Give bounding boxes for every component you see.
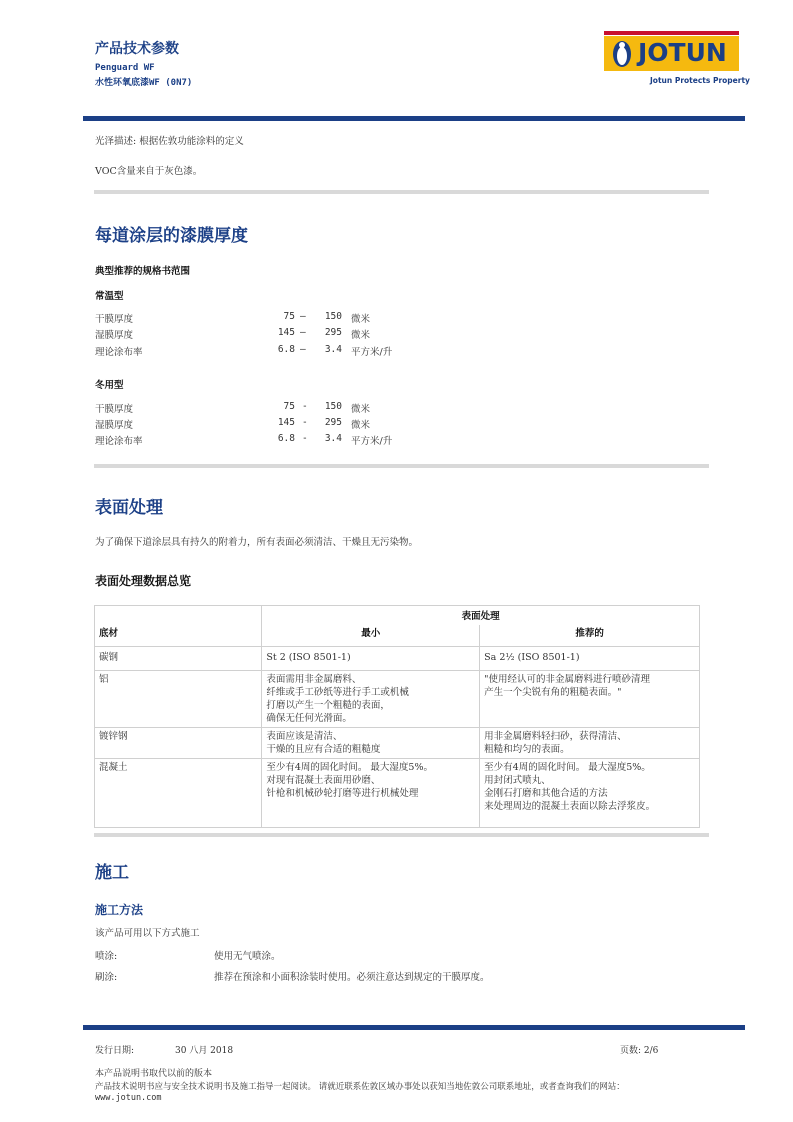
- gloss-note: 光泽描述: 根据佐敦功能涂料的定义: [95, 136, 244, 147]
- min-cell: St 2 (ISO 8501-1): [262, 647, 480, 671]
- advice-note: 产品技术说明书应与安全技术说明书及施工指导一起阅读。 请就近联系佐敦区域办事处以获知当地佐敦公司联系地址，或者查询我们的网站：: [95, 1082, 625, 1092]
- footer-rule: [83, 1025, 745, 1030]
- row-min: 6.8: [277, 433, 295, 444]
- issue-date: 30 八月 2018: [175, 1046, 234, 1056]
- row-unit: 微米: [351, 330, 371, 341]
- col-header-rec: 推荐的: [480, 625, 700, 647]
- website-link[interactable]: www.jotun.com: [95, 1093, 162, 1103]
- row-dash: –: [300, 327, 306, 338]
- row-label: 湿膜厚度: [95, 420, 134, 431]
- row-label: 干膜厚度: [95, 314, 134, 325]
- surface-prep-table: [94, 605, 700, 828]
- substrate-cell: 镀锌钢: [95, 728, 262, 759]
- rec-cell: "使用经认可的非金属磨料进行喷砂清理 产生一个尖锐有角的粗糙表面。": [480, 671, 700, 728]
- row-min: 145: [277, 327, 295, 338]
- col-header-substrate: 底材: [95, 625, 262, 647]
- rec-cell: 用非金属磨料轻扫砂，获得清洁、 粗糙和均匀的表面。: [480, 728, 700, 759]
- row-dash: -: [302, 417, 308, 428]
- table-row: [95, 671, 700, 728]
- row-dash: –: [300, 344, 306, 355]
- row-min: 6.8: [277, 344, 295, 355]
- row-label: 理论涂布率: [95, 436, 143, 447]
- table-row: [95, 759, 700, 828]
- logo-figure-icon: [610, 39, 634, 69]
- substrate-cell: 碳钢: [95, 647, 262, 671]
- group-title-winter: 冬用型: [95, 380, 124, 391]
- table-row: [95, 647, 700, 671]
- application-heading: 施工: [95, 863, 129, 883]
- row-max: 150: [324, 401, 342, 412]
- surface-heading: 表面处理: [95, 498, 163, 518]
- row-label: 干膜厚度: [95, 404, 134, 415]
- jotun-logo: [604, 31, 739, 71]
- row-dash: -: [302, 401, 308, 412]
- product-name: Penguard WF: [95, 63, 155, 73]
- row-dash: -: [302, 433, 308, 444]
- section-divider: [94, 464, 709, 468]
- substrate-cell: 混凝土: [95, 759, 262, 828]
- method-label-brush: 刷涂:: [95, 972, 118, 983]
- row-min: 75: [283, 401, 295, 412]
- surface-intro: 为了确保下道涂层具有持久的附着力，所有表面必须清洁、干燥且无污染物。: [95, 537, 419, 548]
- logo-tagline: Jotun Protects Property: [650, 76, 750, 85]
- rec-cell: Sa 2½ (ISO 8501-1): [480, 647, 700, 671]
- voc-note: VOC含量来自于灰色漆。: [95, 166, 203, 177]
- row-dash: –: [300, 311, 306, 322]
- row-max: 295: [324, 327, 342, 338]
- table-header-group-row: [95, 606, 700, 626]
- spec-range-label: 典型推荐的规格书范围: [95, 266, 191, 277]
- table-group-header: 表面处理: [262, 606, 700, 626]
- table-row: [95, 728, 700, 759]
- row-min: 75: [283, 311, 295, 322]
- row-max: 3.4: [324, 433, 342, 444]
- group-title-standard: 常温型: [95, 291, 124, 302]
- substrate-cell: 铝: [95, 671, 262, 728]
- col-header-min: 最小: [262, 625, 480, 647]
- header-rule: [83, 116, 745, 121]
- row-max: 3.4: [324, 344, 342, 355]
- method-text-spray: 使用无气喷涂。: [214, 951, 281, 962]
- row-unit: 平方米/升: [351, 347, 393, 358]
- min-cell: 表面应该是清洁、 干燥的且应有合适的粗糙度: [262, 728, 480, 759]
- section-divider: [94, 833, 709, 837]
- product-subtitle: 水性环氧底漆WF (0N7): [95, 78, 193, 88]
- doc-title: 产品技术参数: [95, 41, 179, 57]
- row-label: 湿膜厚度: [95, 330, 134, 341]
- row-min: 145: [277, 417, 295, 428]
- film-thickness-heading: 每道涂层的漆膜厚度: [95, 226, 248, 246]
- min-cell: 表面需用非金属磨料、 纤维或手工砂纸等进行手工或机械 打磨以产生一个粗糙的表面， 确保无任何光滑面。: [262, 671, 480, 728]
- method-title: 施工方法: [95, 903, 144, 917]
- supersede-note: 本产品说明书取代以前的版本: [95, 1069, 213, 1079]
- row-unit: 平方米/升: [351, 436, 393, 447]
- method-text-brush: 推荐在预涂和小面积涂装时使用。必须注意达到规定的干膜厚度。: [214, 972, 490, 983]
- rec-cell: 至少有4周的固化时间。 最大湿度5%。 用封闭式喷丸、 金刚石打磨和其他合适的方法 来处理周边的混凝土表面以除去浮浆皮。: [480, 759, 700, 828]
- method-label-spray: 喷涂:: [95, 951, 118, 962]
- section-divider: [94, 190, 709, 194]
- row-unit: 微米: [351, 314, 371, 325]
- row-unit: 微米: [351, 404, 371, 415]
- issue-date-label: 发行日期:: [95, 1046, 135, 1056]
- row-max: 295: [324, 417, 342, 428]
- logo-wordmark: JOTUN: [638, 38, 727, 67]
- row-unit: 微米: [351, 420, 371, 431]
- row-max: 150: [324, 311, 342, 322]
- page-number: 页数: 2/6: [620, 1046, 659, 1056]
- min-cell: 至少有4周的固化时间。 最大湿度5%。 对现有混凝土表面用砂磨、 针枪和机械砂轮打磨等进行机械处理: [262, 759, 480, 828]
- surface-table-title: 表面处理数据总览: [95, 574, 192, 588]
- method-intro: 该产品可用以下方式施工: [95, 928, 200, 939]
- table-header-row: [95, 625, 700, 647]
- row-label: 理论涂布率: [95, 347, 143, 358]
